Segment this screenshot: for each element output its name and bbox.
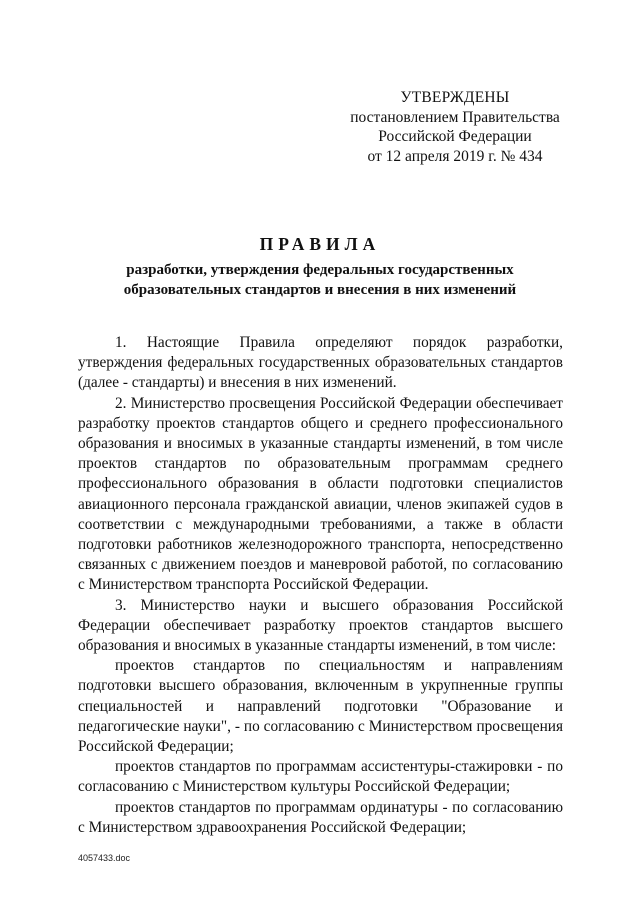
approval-block [330, 88, 580, 166]
paragraph: 2. Министерство просвещения Российской Федерации обеспечивает разработку проектов стандартов общего и среднего профессионального образования и вносимых в указанные стандарты изменений, в том числе проектов стандартов по образовательным программам среднего профессионального образования в области подготовки специалистов авиационного персонала гражданской авиации, членов экипажей судов в соответствии с международными требованиями, а также в области подготовки работников железнодорожного транспорта, непосредственно связанных с движением поездов и маневровой работой, по согласованию с Министерством транспорта Российской Федерации. [78, 394, 563, 594]
subtitle-line-2: образовательных стандартов и внесения в них изменений [123, 281, 517, 298]
subtitle-line-1: разработки, утверждения федеральных государственных [126, 262, 514, 278]
approval-header: УТВЕРЖДЕНЫ [400, 89, 510, 106]
paragraph: проектов стандартов по программам ординатуры - по согласованию с Министерством здравоохранения Российской Федерации; [78, 798, 563, 836]
approval-line-2: Российской Федерации [378, 128, 532, 145]
file-name-footer: 4057433.doc [78, 853, 131, 863]
paragraph: проектов стандартов по программам ассистентуры-стажировки - по согласованию с Министерством культуры Российской Федерации; [78, 758, 563, 796]
paragraph: 3. Министерство науки и высшего образования Российской Федерации обеспечивает разработку проектов стандартов высшего образования и вносимых в указанные стандарты изменений, в том числе: [78, 596, 563, 655]
paragraph: 1. Настоящие Правила определяют порядок разработки, утверждения федеральных государственных образовательных стандартов (далее - стандарты) и внесения в них изменений. [78, 334, 563, 392]
document-subtitle [100, 261, 540, 300]
approval-line-3: от 12 апреля 2019 г. № 434 [367, 147, 543, 165]
document-body [78, 333, 563, 838]
approval-line-1: постановлением Правительства [350, 108, 560, 126]
document-title: ПРАВИЛА [259, 234, 381, 254]
paragraph: проектов стандартов по специальностям и направлениям подготовки высшего образования, включенным в укрупненные группы специальностей и направлений подготовки "Образование и педагогические науки", - по согласованию с Министерством просвещения Российской Федерации; [78, 657, 563, 756]
